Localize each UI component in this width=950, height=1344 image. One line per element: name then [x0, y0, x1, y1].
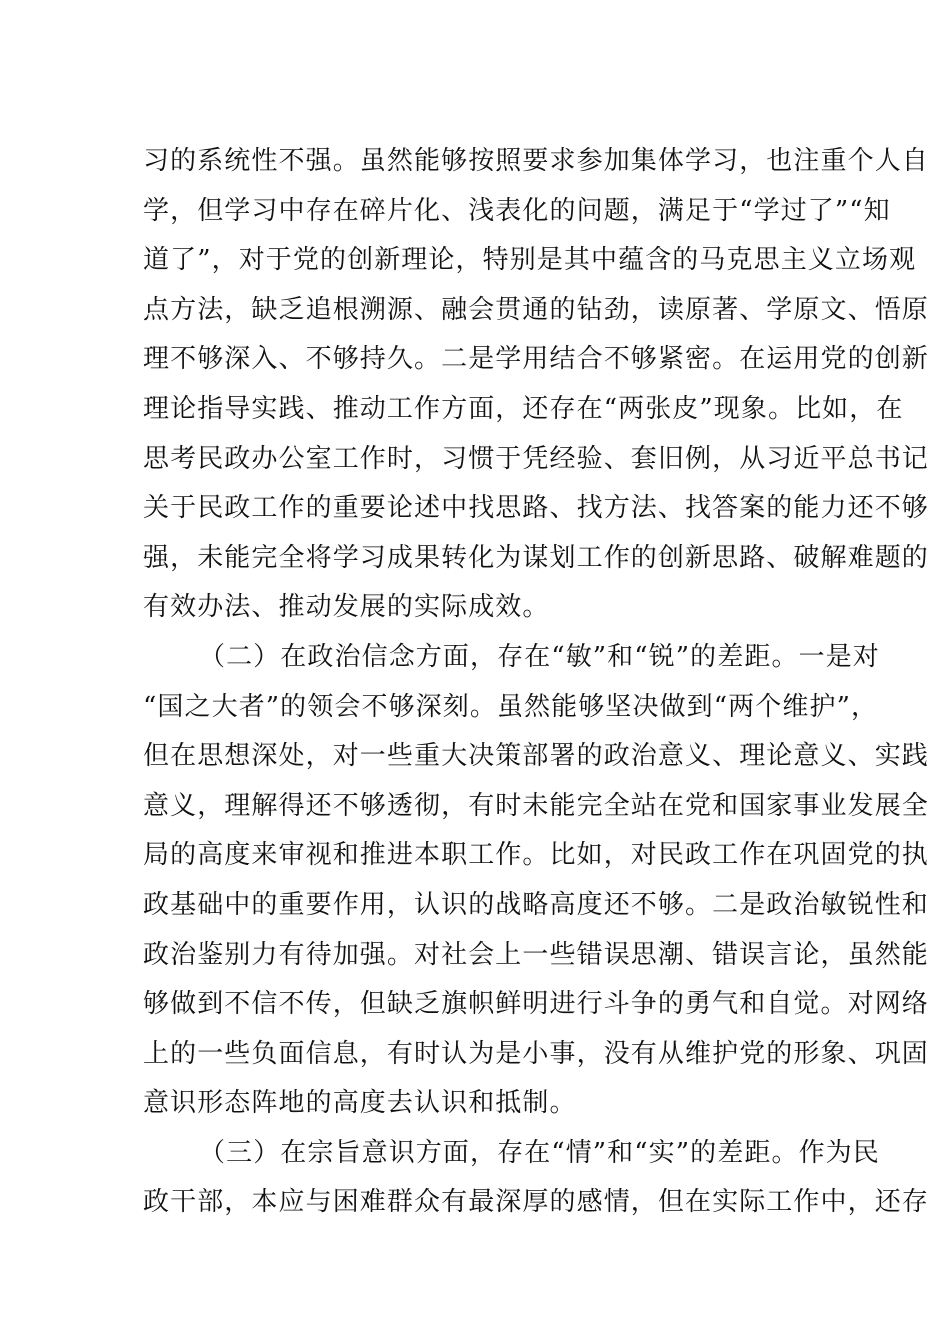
text-line: 局的高度来审视和推进本职工作。比如，对民政工作在巩固党的执 — [143, 840, 929, 871]
text-line: 习的系统性不强。虽然能够按照要求参加集体学习，也注重个人自 — [143, 146, 929, 176]
text-line: 关于民政工作的重要论述中找思路、找方法、找答案的能力还不够 — [143, 493, 929, 524]
text-line: 学，但学习中存在碎片化、浅表化的问题，满足于“学过了”“知 — [143, 195, 891, 226]
section-heading-line: （三）在宗旨意识方面，存在“情”和“实”的差距。作为民 — [199, 1137, 880, 1168]
paragraph-political-belief — [143, 633, 929, 1129]
text-line: 够做到不信不传，但缺乏旗帜鲜明进行斗争的勇气和自觉。对网络 — [143, 989, 929, 1020]
text-line: 意义，理解得还不够透彻，有时未能完全站在党和国家事业发展全 — [143, 790, 929, 821]
text-line: 意识形态阵地的高度去认识和抵制。 — [143, 1088, 577, 1119]
paragraph-purpose-awareness — [143, 1129, 929, 1228]
text-line: 强，未能完全将学习成果转化为谋划工作的创新思路、破解难题的 — [143, 542, 929, 573]
text-line: 道了”，对于党的创新理论，特别是其中蕴含的马克思主义立场观 — [143, 245, 917, 276]
text-line: 政干部，本应与困难群众有最深厚的感情，但在实际工作中，还存 — [143, 1187, 929, 1218]
text-line: 点方法，缺乏追根溯源、融会贯通的钻劲，读原著、学原文、悟原 — [143, 294, 929, 325]
text-line: 但在思想深处，对一些重大决策部署的政治意义、理论意义、实践 — [143, 741, 929, 772]
text-line: 思考民政办公室工作时，习惯于凭经验、套旧例，从习近平总书记 — [143, 443, 929, 474]
paragraph-study-continued — [143, 137, 929, 633]
text-line: 上的一些负面信息，有时认为是小事，没有从维护党的形象、巩固 — [143, 1038, 929, 1069]
text-line: 政基础中的重要作用，认识的战略高度还不够。二是政治敏锐性和 — [143, 889, 929, 920]
text-line: 政治鉴别力有待加强。对社会上一些错误思潮、错误言论，虽然能 — [143, 939, 929, 970]
text-line: 理不够深入、不够持久。二是学用结合不够紧密。在运用党的创新 — [143, 344, 929, 375]
section-heading-line: （二）在政治信念方面，存在“敏”和“锐”的差距。一是对 — [199, 641, 880, 672]
document-page — [143, 137, 929, 1228]
text-line: “国之大者”的领会不够深刻。虽然能够坚决做到“两个维护”， — [143, 691, 879, 722]
text-line: 理论指导实践、推动工作方面，还存在“两张皮”现象。比如，在 — [143, 393, 904, 424]
text-line: 有效办法、推动发展的实际成效。 — [143, 592, 550, 623]
